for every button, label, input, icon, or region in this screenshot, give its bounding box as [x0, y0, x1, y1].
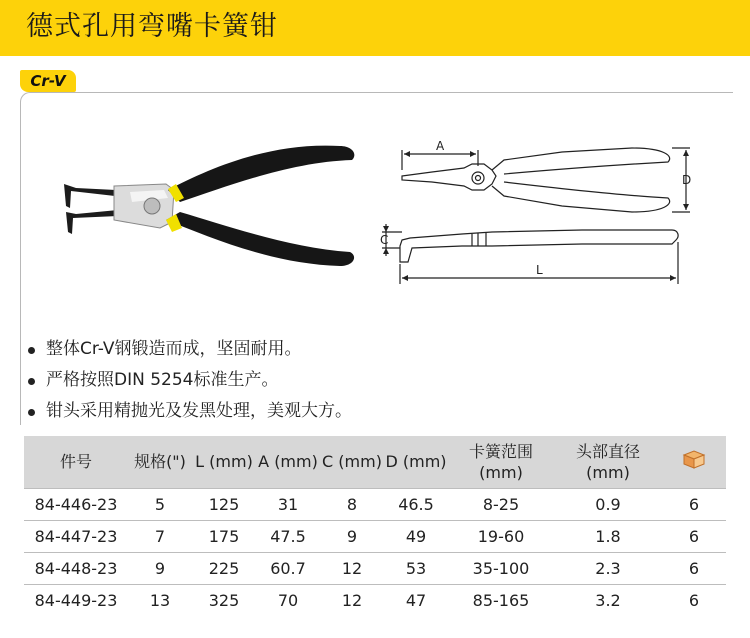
- cell-tip-diameter: 1.8: [554, 520, 662, 552]
- top-view-pivot-inner: [476, 176, 481, 181]
- l-arrow-left: [402, 275, 408, 281]
- cell-length: 125: [192, 488, 256, 520]
- cell-c: 8: [320, 488, 384, 520]
- cell-c: 12: [320, 584, 384, 616]
- cell-package-qty: 6: [662, 488, 726, 520]
- upper-tip: [64, 184, 116, 208]
- cell-ring-range: 35-100: [448, 552, 554, 584]
- cell-ring-range: 85-165: [448, 584, 554, 616]
- table-row: [24, 488, 726, 520]
- feature-text: 严格按照DIN 5254标准生产。: [46, 370, 279, 390]
- cell-a: 60.7: [256, 552, 320, 584]
- table-row: [24, 520, 726, 552]
- cell-length: 325: [192, 584, 256, 616]
- cell-a: 70: [256, 584, 320, 616]
- cell-c: 9: [320, 520, 384, 552]
- cell-tip-diameter: 3.2: [554, 584, 662, 616]
- cell-a: 31: [256, 488, 320, 520]
- cell-part-no: 84-449-23: [24, 584, 128, 616]
- cell-length: 175: [192, 520, 256, 552]
- top-view-head: [402, 164, 496, 190]
- cell-d: 49: [384, 520, 448, 552]
- col-header-length: L (mm): [195, 452, 253, 472]
- material-badge: [20, 70, 76, 92]
- cell-size: 13: [128, 584, 192, 616]
- c-arrow-bottom: [383, 248, 389, 254]
- side-view-profile: [400, 230, 678, 262]
- cell-size: 7: [128, 520, 192, 552]
- cell-package-qty: 6: [662, 584, 726, 616]
- cell-d: 53: [384, 552, 448, 584]
- c-arrow-top: [383, 226, 389, 232]
- a-arrow-right: [470, 151, 476, 157]
- cell-a: 47.5: [256, 520, 320, 552]
- cell-package-qty: 6: [662, 552, 726, 584]
- table-row: [24, 584, 726, 616]
- l-arrow-right: [670, 275, 676, 281]
- feature-text: 钳头采用精抛光及发黑处理，美观大方。: [46, 401, 352, 421]
- bullet-icon: [28, 378, 35, 385]
- cell-size: 5: [128, 488, 192, 520]
- feature-item: [28, 396, 352, 427]
- title-bar: [0, 0, 750, 56]
- bullet-icon: [28, 347, 35, 354]
- a-arrow-left: [404, 151, 410, 157]
- dimension-label-d: D: [682, 173, 692, 187]
- page-title: 德式孔用弯嘴卡簧钳: [26, 11, 278, 42]
- dimension-label-c: C: [380, 233, 389, 247]
- lower-tip: [66, 210, 118, 234]
- package-box-icon: [681, 449, 707, 469]
- col-header-d: D (mm): [385, 452, 447, 472]
- pliers-photo: [40, 128, 360, 288]
- cell-c: 12: [320, 552, 384, 584]
- cell-size: 9: [128, 552, 192, 584]
- table-row: [24, 552, 726, 584]
- table-header-row: [24, 436, 726, 488]
- cell-part-no: 84-448-23: [24, 552, 128, 584]
- feature-item: [28, 365, 352, 396]
- material-badge-label: Cr-V: [30, 72, 66, 90]
- cell-ring-range: 19-60: [448, 520, 554, 552]
- upper-handle-grip: [168, 146, 354, 202]
- feature-text: 整体Cr-V钢锻造而成，坚固耐用。: [46, 339, 302, 359]
- col-header-a: A (mm): [258, 452, 318, 472]
- col-header-tip-diameter: 头部直径 (mm): [575, 441, 640, 482]
- d-arrow-bottom: [683, 204, 689, 210]
- col-header-package: [662, 436, 726, 488]
- lower-handle-grip: [166, 212, 354, 266]
- d-arrow-top: [683, 150, 689, 156]
- cell-tip-diameter: 2.3: [554, 552, 662, 584]
- pivot-rivet: [144, 198, 160, 214]
- cell-d: 46.5: [384, 488, 448, 520]
- feature-list: [28, 334, 352, 427]
- col-header-part-no: 件号: [59, 452, 92, 472]
- top-view-lower-handle: [492, 182, 670, 212]
- dimension-label-l: L: [536, 263, 543, 277]
- top-view-upper-handle: [492, 148, 670, 174]
- col-header-c: C (mm): [322, 452, 382, 472]
- cell-package-qty: 6: [662, 520, 726, 552]
- cell-d: 47: [384, 584, 448, 616]
- bullet-icon: [28, 409, 35, 416]
- cell-part-no: 84-446-23: [24, 488, 128, 520]
- spec-table: [24, 436, 726, 616]
- cell-length: 225: [192, 552, 256, 584]
- dimension-drawing: [372, 130, 702, 290]
- cell-part-no: 84-447-23: [24, 520, 128, 552]
- top-view-pivot: [472, 172, 484, 184]
- dimension-label-a: A: [436, 139, 445, 153]
- cell-ring-range: 8-25: [448, 488, 554, 520]
- col-header-size: 规格("): [134, 452, 186, 472]
- col-header-ring-range: 卡簧范围 (mm): [468, 441, 533, 482]
- feature-item: [28, 334, 352, 365]
- cell-tip-diameter: 0.9: [554, 488, 662, 520]
